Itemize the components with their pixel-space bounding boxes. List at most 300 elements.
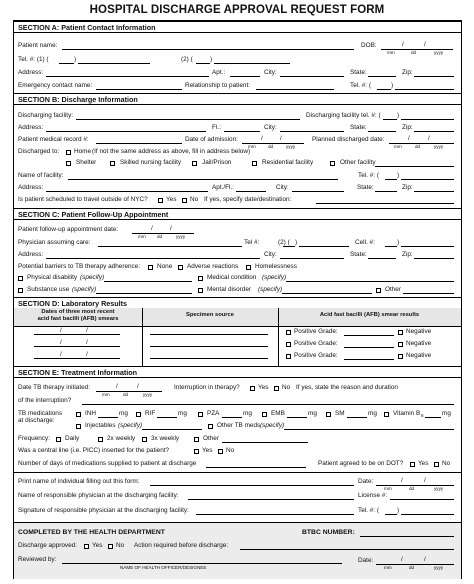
jail-checkbox[interactable] <box>192 161 197 166</box>
lab-date-2[interactable] <box>34 346 120 347</box>
dob-mm: mm <box>387 50 395 55</box>
appt-slash-1: / <box>151 225 153 232</box>
picc-yes-label: Yes <box>202 447 213 454</box>
b-zip-label: Zip: <box>402 124 413 131</box>
dept-date-slash-1: / <box>401 556 403 563</box>
appt-mm: mm <box>138 234 146 239</box>
tel1-field[interactable] <box>78 63 150 64</box>
approved-label: Discharge approved: <box>18 542 77 549</box>
facility-tel-label: Discharging facility tel. #: ( <box>306 112 381 119</box>
dept-date-slash-2: / <box>424 556 426 563</box>
emergency-tel-area[interactable] <box>377 89 391 90</box>
rif-checkbox[interactable] <box>136 412 141 417</box>
approved-yes-label: Yes <box>92 542 103 549</box>
sig-date-yyyy: yyyy <box>434 486 444 491</box>
inh-dose[interactable] <box>98 417 118 418</box>
homeless-label: Homelessness <box>255 263 297 270</box>
emergency-tel-label: Tel. #: ( <box>350 82 371 89</box>
section-d-title: SECTION D: Laboratory Results <box>18 299 128 308</box>
tel1-area[interactable] <box>59 63 74 64</box>
section-a-header <box>14 21 461 33</box>
sm-checkbox[interactable] <box>326 412 331 417</box>
adverse-checkbox[interactable] <box>178 265 183 270</box>
approved-no-label: No <box>116 542 125 549</box>
vitb-checkbox[interactable] <box>384 412 389 417</box>
state-label: State: <box>350 69 367 76</box>
none-label: None <box>157 263 173 270</box>
emb-checkbox[interactable] <box>262 412 267 417</box>
medical-field[interactable] <box>286 281 454 282</box>
initiated-dd: dd <box>123 392 129 397</box>
lab-neg-2-checkbox[interactable] <box>398 342 403 347</box>
initiated-slash-1: / <box>116 383 118 390</box>
c-zip-label: Zip: <box>402 251 413 258</box>
admission-label: Date of admission: <box>185 136 238 143</box>
section-b-title: SECTION B: Discharge Information <box>18 95 138 104</box>
twice-label: 2x weekly <box>107 435 136 442</box>
patient-name-label: Patient name: <box>18 42 58 49</box>
lab-neg-2-label: Negative <box>406 340 432 347</box>
medical-label: Medical condition <box>207 274 257 281</box>
lab-date-3[interactable] <box>34 358 120 359</box>
emergency-field[interactable] <box>96 89 182 90</box>
signature-label: Signature of responsible physician at the discharging facility: <box>18 507 189 514</box>
rif-label: RIF <box>145 410 156 417</box>
b-fl-label: Fl.: <box>212 124 221 131</box>
reviewed-field[interactable] <box>62 563 342 564</box>
dot-yes-label: Yes <box>418 460 429 467</box>
thrice-label: 3x weekly <box>151 435 180 442</box>
b-address-label: Address: <box>18 124 44 131</box>
cell-field[interactable] <box>401 246 454 247</box>
emergency-tel-field[interactable] <box>395 89 454 90</box>
zip-label: Zip: <box>402 69 413 76</box>
btbc-label: BTBC NUMBER: <box>302 529 355 536</box>
address-label: Address: <box>18 69 44 76</box>
btbc-field[interactable] <box>360 536 454 537</box>
dot-no-label: No <box>442 460 451 467</box>
appt-slash-2: / <box>170 225 172 232</box>
lab-pos-3-checkbox[interactable] <box>286 354 291 359</box>
tel2-label: (2) ( <box>181 56 193 63</box>
interruption-ifyes: If yes, state the reason and duration <box>296 384 398 391</box>
lab-specimen-1[interactable] <box>150 334 268 335</box>
lab-col3-header: Acid fast bacilli (AFB) smear results <box>319 312 420 318</box>
lab-pos-3-label: Positive Grade: <box>294 352 338 359</box>
lab-neg-1-checkbox[interactable] <box>398 330 403 335</box>
mental-specify: (specify) <box>258 286 283 293</box>
barriers-label: Potential barriers to TB therapy adherence: <box>18 263 141 270</box>
daily-label: Daily <box>65 435 80 442</box>
b-city-label: City: <box>264 124 277 131</box>
appt-dd: dd <box>157 234 163 239</box>
c-state-field[interactable] <box>368 258 396 259</box>
emergency-label: Emergency contact name: <box>18 82 93 89</box>
other-facility-field[interactable] <box>375 166 454 167</box>
emb-dose[interactable] <box>287 417 307 418</box>
lab-col1-line2: acid fast bacilli (AFB) smears <box>37 316 119 322</box>
sig-tel-area[interactable] <box>385 514 397 515</box>
picc-label: Was a central line (i.e. PICC) inserted for the patient? <box>18 447 170 454</box>
meds-label: TB medications <box>18 410 63 417</box>
admission-yyyy: yyyy <box>286 144 296 149</box>
nursing-checkbox[interactable] <box>110 161 115 166</box>
section-b-header <box>14 93 461 105</box>
dept-date-mm: mm <box>384 565 392 570</box>
c-other-field[interactable] <box>403 293 454 294</box>
medical-checkbox[interactable] <box>198 276 203 281</box>
section-e-header <box>14 366 461 378</box>
action-field[interactable] <box>240 549 454 550</box>
nursing-label: Skilled nursing facility <box>120 159 182 166</box>
initiated-mm: mm <box>102 392 110 397</box>
b-address-field[interactable] <box>46 131 206 132</box>
homeless-checkbox[interactable] <box>246 265 251 270</box>
lab-date-1-slash-1: / <box>60 327 62 334</box>
planned-mm: mm <box>394 144 402 149</box>
approved-no-checkbox[interactable] <box>108 544 113 549</box>
sig-date-mm: mm <box>384 486 392 491</box>
license-label: License #: <box>358 492 388 499</box>
planned-dd: dd <box>415 144 421 149</box>
other-facility-checkbox[interactable] <box>330 161 335 166</box>
dob-slash-2: / <box>424 41 426 48</box>
section-e-title: SECTION E: Treatment Information <box>18 368 138 377</box>
mental-field[interactable] <box>282 293 372 294</box>
residential-checkbox[interactable] <box>252 161 257 166</box>
vitb-dose[interactable] <box>425 417 441 418</box>
cell-paren: ) <box>397 239 400 246</box>
picc-no-checkbox[interactable] <box>218 449 223 454</box>
planned-slash-2: / <box>428 135 430 142</box>
facility-tel2-area[interactable] <box>385 179 397 180</box>
dot-label: Patient agreed to be on DOT? <box>318 460 404 467</box>
license-field[interactable] <box>390 499 454 500</box>
of-interruption-label: of the interruption? <box>18 397 72 404</box>
admission-slash-1: / <box>261 135 263 142</box>
section-c-title: SECTION C: Patient Follow-Up Appointment <box>18 210 169 219</box>
c-tel-open: (2) ( <box>278 239 290 246</box>
dept-date-label: Date: <box>358 557 374 564</box>
c-state-label: State: <box>350 251 367 258</box>
substance-checkbox[interactable] <box>18 288 23 293</box>
sig-date-slash-1: / <box>401 477 403 484</box>
c-other-label: Other <box>385 286 401 293</box>
lab-neg-3-checkbox[interactable] <box>398 354 403 359</box>
aptfl-field[interactable] <box>236 191 266 192</box>
tel2-area[interactable] <box>196 63 210 64</box>
sm-dose[interactable] <box>347 417 367 418</box>
sig-date-dd: dd <box>409 486 415 491</box>
lab-pos-1-label: Positive Grade: <box>294 328 338 335</box>
planned-slash-1: / <box>408 135 410 142</box>
othermeds-checkbox[interactable] <box>208 424 213 429</box>
b-city-field[interactable] <box>280 131 344 132</box>
dob-label: DOB: <box>361 42 377 49</box>
patient-name-field[interactable] <box>62 49 354 50</box>
lab-divider-2 <box>278 308 279 366</box>
b-address2-field[interactable] <box>46 191 208 192</box>
dob-dd: dd <box>411 50 417 55</box>
initiated-yyyy: yyyy <box>143 392 153 397</box>
mental-label: Mental disorder <box>207 286 252 293</box>
city-field[interactable] <box>280 76 344 77</box>
twice-checkbox[interactable] <box>98 437 103 442</box>
lab-grade-1[interactable] <box>344 335 394 336</box>
apt-label: Apt.: <box>212 69 226 76</box>
home-label: Home <box>74 148 92 155</box>
jail-label: Jail/Prison <box>202 159 232 166</box>
pza-dose[interactable] <box>222 417 242 418</box>
lab-date-1[interactable] <box>34 334 120 335</box>
b-address2-label: Address: <box>18 184 44 191</box>
b-zip2-label: Zip: <box>402 184 413 191</box>
sig-date-label: Date: <box>358 478 374 485</box>
injectables-field[interactable] <box>142 429 202 430</box>
sig-date-slash-2: / <box>424 477 426 484</box>
mental-checkbox[interactable] <box>198 288 203 293</box>
discharging-facility-field[interactable] <box>76 119 300 120</box>
initiated-slash-2: / <box>137 383 139 390</box>
facility-tel2-label: Tel. #: ( <box>358 172 379 179</box>
sig-tel-field[interactable] <box>401 514 454 515</box>
travel-yes-label: Yes <box>166 196 177 203</box>
c-tel-area[interactable] <box>283 246 295 247</box>
picc-yes-checkbox[interactable] <box>194 449 199 454</box>
travel-note: If yes, specify date/destination: <box>204 196 292 203</box>
name-facility-field[interactable] <box>68 179 338 180</box>
physician-care-field[interactable] <box>98 246 242 247</box>
name-facility-label: Name of facility: <box>18 172 64 179</box>
admission-mm: mm <box>248 144 256 149</box>
action-label: Action required before discharge: <box>134 542 229 549</box>
injectables-label: Injectables <box>85 422 116 429</box>
travel-label: Is patient scheduled to travel outside of NYC? <box>18 196 148 203</box>
approved-yes-checkbox[interactable] <box>84 544 89 549</box>
c-other-checkbox[interactable] <box>376 288 381 293</box>
city-label: City: <box>264 69 277 76</box>
other-facility-label: Other facility <box>340 159 376 166</box>
physical-checkbox[interactable] <box>18 276 23 281</box>
officer-caption: NAME OF HEALTH OFFICER/DESIGNEE <box>120 565 207 570</box>
tel2-field[interactable] <box>214 63 290 64</box>
pza-mg: mg <box>243 410 252 417</box>
cell-area[interactable] <box>385 246 397 247</box>
inh-checkbox[interactable] <box>76 412 81 417</box>
relationship-label: Relationship to patient: <box>185 82 251 89</box>
injectables-checkbox[interactable] <box>76 424 81 429</box>
othermeds-label: Other TB meds <box>217 422 261 429</box>
discharged-to-label: Discharged to: <box>18 148 60 155</box>
lab-date-2-slash-1: / <box>60 339 62 346</box>
shelter-label: Shelter <box>76 159 97 166</box>
lab-divider-1 <box>142 308 143 366</box>
physical-specify: (specify) <box>80 274 105 281</box>
substance-specify: (specify) <box>72 286 97 293</box>
physical-field[interactable] <box>104 281 192 282</box>
emb-mg: mg <box>308 410 317 417</box>
section-e-bottom-rule <box>14 472 461 473</box>
b-zip2-field[interactable] <box>414 191 454 192</box>
aptfl-label: Apt./Fl.: <box>212 184 235 191</box>
b-state-label: State: <box>350 124 367 131</box>
address-field[interactable] <box>46 76 209 77</box>
vitb-subscript: 6 <box>421 413 424 418</box>
facility-tel-paren: ) <box>397 112 400 119</box>
planned-label: Planned discharged date: <box>312 136 385 143</box>
home-note: (If not the same address as above, fill in address below) <box>92 148 251 155</box>
planned-yyyy: yyyy <box>434 144 444 149</box>
lab-specimen-2[interactable] <box>150 346 268 347</box>
interruption-reason-field[interactable] <box>82 404 454 405</box>
lab-pos-1-checkbox[interactable] <box>286 330 291 335</box>
vitb-mg: mg <box>442 410 451 417</box>
facility-tel2-field[interactable] <box>401 179 454 180</box>
b-city2-label: City: <box>276 184 289 191</box>
form-title: HOSPITAL DISCHARGE APPROVAL REQUEST FORM <box>89 4 385 16</box>
initiated-label: Date TB therapy initiated: <box>18 384 90 391</box>
emb-label: EMB <box>271 410 285 417</box>
residential-label: Residential facility <box>262 159 314 166</box>
b-state2-field[interactable] <box>375 191 397 192</box>
none-checkbox[interactable] <box>148 265 153 270</box>
b-city2-field[interactable] <box>292 191 344 192</box>
dob-yyyy: yyyy <box>434 50 444 55</box>
apt-field[interactable] <box>230 76 260 77</box>
relationship-field[interactable] <box>256 89 334 90</box>
zip-field[interactable] <box>414 76 454 77</box>
signature-field[interactable] <box>196 514 354 515</box>
freq-other-checkbox[interactable] <box>194 437 199 442</box>
section-c-header <box>14 208 461 220</box>
sm-label: SM <box>335 410 345 417</box>
lab-pos-2-label: Positive Grade: <box>294 340 338 347</box>
rif-mg: mg <box>178 410 187 417</box>
sig-tel-paren: ) <box>397 507 400 514</box>
lab-pos-2-checkbox[interactable] <box>286 342 291 347</box>
admission-dd: dd <box>268 144 274 149</box>
shelter-checkbox[interactable] <box>66 161 71 166</box>
othermeds-specify: (specify) <box>260 422 285 429</box>
lab-neg-3-label: Negative <box>406 352 432 359</box>
rif-dose[interactable] <box>157 417 177 418</box>
dept-heading: COMPLETED BY THE HEALTH DEPARTMENT <box>18 529 165 536</box>
state-field[interactable] <box>368 76 396 77</box>
tel2-paren: ) <box>210 56 213 63</box>
b-fl-field[interactable] <box>224 131 260 132</box>
reviewed-label: Reviewed by: <box>18 556 57 563</box>
inh-label: INH <box>85 410 97 417</box>
resp-physician-field[interactable] <box>188 499 354 500</box>
interruption-label: Interruption in therapy? <box>174 384 240 391</box>
c-tel-field[interactable] <box>299 246 349 247</box>
mrn-label: Patient medical record #: <box>18 136 89 143</box>
freq-other-field[interactable] <box>222 442 308 443</box>
travel-destination-field[interactable] <box>316 203 454 204</box>
b-state-field[interactable] <box>368 131 396 132</box>
daily-checkbox[interactable] <box>56 437 61 442</box>
section-a-title: SECTION A: Patient Contact Information <box>18 23 156 32</box>
b-state2-label: State: <box>357 184 374 191</box>
appt-label: Patient follow-up appointment date: <box>18 226 119 233</box>
injectables-specify: (specify) <box>118 422 143 429</box>
dot-yes-checkbox[interactable] <box>410 462 415 467</box>
print-name-field[interactable] <box>150 485 354 486</box>
lab-date-2-slash-2: / <box>86 339 88 346</box>
lab-date-3-slash-1: / <box>60 351 62 358</box>
c-zip-field[interactable] <box>414 258 454 259</box>
physical-label: Physical disability <box>27 274 78 281</box>
interruption-yes-label: Yes <box>258 384 269 391</box>
lab-col1-line1: Dates of three most recent <box>41 309 115 315</box>
interruption-yes-checkbox[interactable] <box>250 386 255 391</box>
c-address-label: Address: <box>18 251 44 258</box>
medical-specify: (specify) <box>262 274 287 281</box>
picc-no-label: No <box>226 447 235 454</box>
physician-care-label: Physician assuming care: <box>18 239 91 246</box>
home-checkbox[interactable] <box>66 150 71 155</box>
travel-no-checkbox[interactable] <box>182 198 187 203</box>
pza-label: PZA <box>207 410 220 417</box>
dot-no-checkbox[interactable] <box>434 462 439 467</box>
discharging-facility-label: Discharging facility: <box>18 112 74 119</box>
facility-tel-field[interactable] <box>401 119 454 120</box>
sig-tel-label: Tel. #: ( <box>358 507 379 514</box>
lab-grade-2[interactable] <box>344 347 394 348</box>
interruption-no-checkbox[interactable] <box>274 386 279 391</box>
lab-neg-1-label: Negative <box>406 328 432 335</box>
adverse-label: Adverse reactions <box>187 263 239 270</box>
appt-yyyy: yyyy <box>176 234 186 239</box>
vitb-label: Vitamin B <box>393 410 421 417</box>
days-supplied-field[interactable] <box>206 467 306 468</box>
pza-checkbox[interactable] <box>198 412 203 417</box>
admission-slash-2: / <box>280 135 282 142</box>
substance-label: Substance use <box>27 286 70 293</box>
travel-yes-checkbox[interactable] <box>158 198 163 203</box>
dept-date-yyyy: yyyy <box>434 565 444 570</box>
b-zip-field[interactable] <box>414 131 454 132</box>
c-city-field[interactable] <box>280 258 344 259</box>
c-tel-label: Tel #: <box>244 239 260 246</box>
at-discharge-label: at discharge: <box>18 417 55 424</box>
facility-tel-area[interactable] <box>383 119 397 120</box>
lab-date-1-slash-2: / <box>86 327 88 334</box>
lab-grade-3[interactable] <box>344 359 394 360</box>
frequency-label: Frequency: <box>18 435 50 442</box>
lab-date-3-slash-2: / <box>86 351 88 358</box>
lab-col2-header: Specimen source <box>185 312 234 318</box>
emergency-tel-paren: ) <box>391 82 394 89</box>
tel1-label: Tel. #: (1) ( <box>18 56 49 63</box>
c-city-label: City: <box>264 251 277 258</box>
thrice-checkbox[interactable] <box>142 437 147 442</box>
sm-mg: mg <box>368 410 377 417</box>
resp-physician-label: Name of responsible physician at the discharging facility: <box>18 492 179 499</box>
facility-tel2-paren: ) <box>397 172 400 179</box>
c-address-field[interactable] <box>46 258 260 259</box>
tel1-paren: ) <box>74 56 77 63</box>
lab-specimen-3[interactable] <box>150 358 268 359</box>
cell-label: Cell. #: <box>355 239 375 246</box>
mrn-field[interactable] <box>96 143 182 144</box>
interruption-no-label: No <box>282 384 291 391</box>
substance-field[interactable] <box>96 293 192 294</box>
travel-no-label: No <box>190 196 199 203</box>
print-name-label: Print name of individual filling out this form: <box>18 478 140 485</box>
days-supplied-label: Number of days of medications supplied to patient at discharge <box>18 460 197 467</box>
othermeds-field[interactable] <box>284 429 454 430</box>
